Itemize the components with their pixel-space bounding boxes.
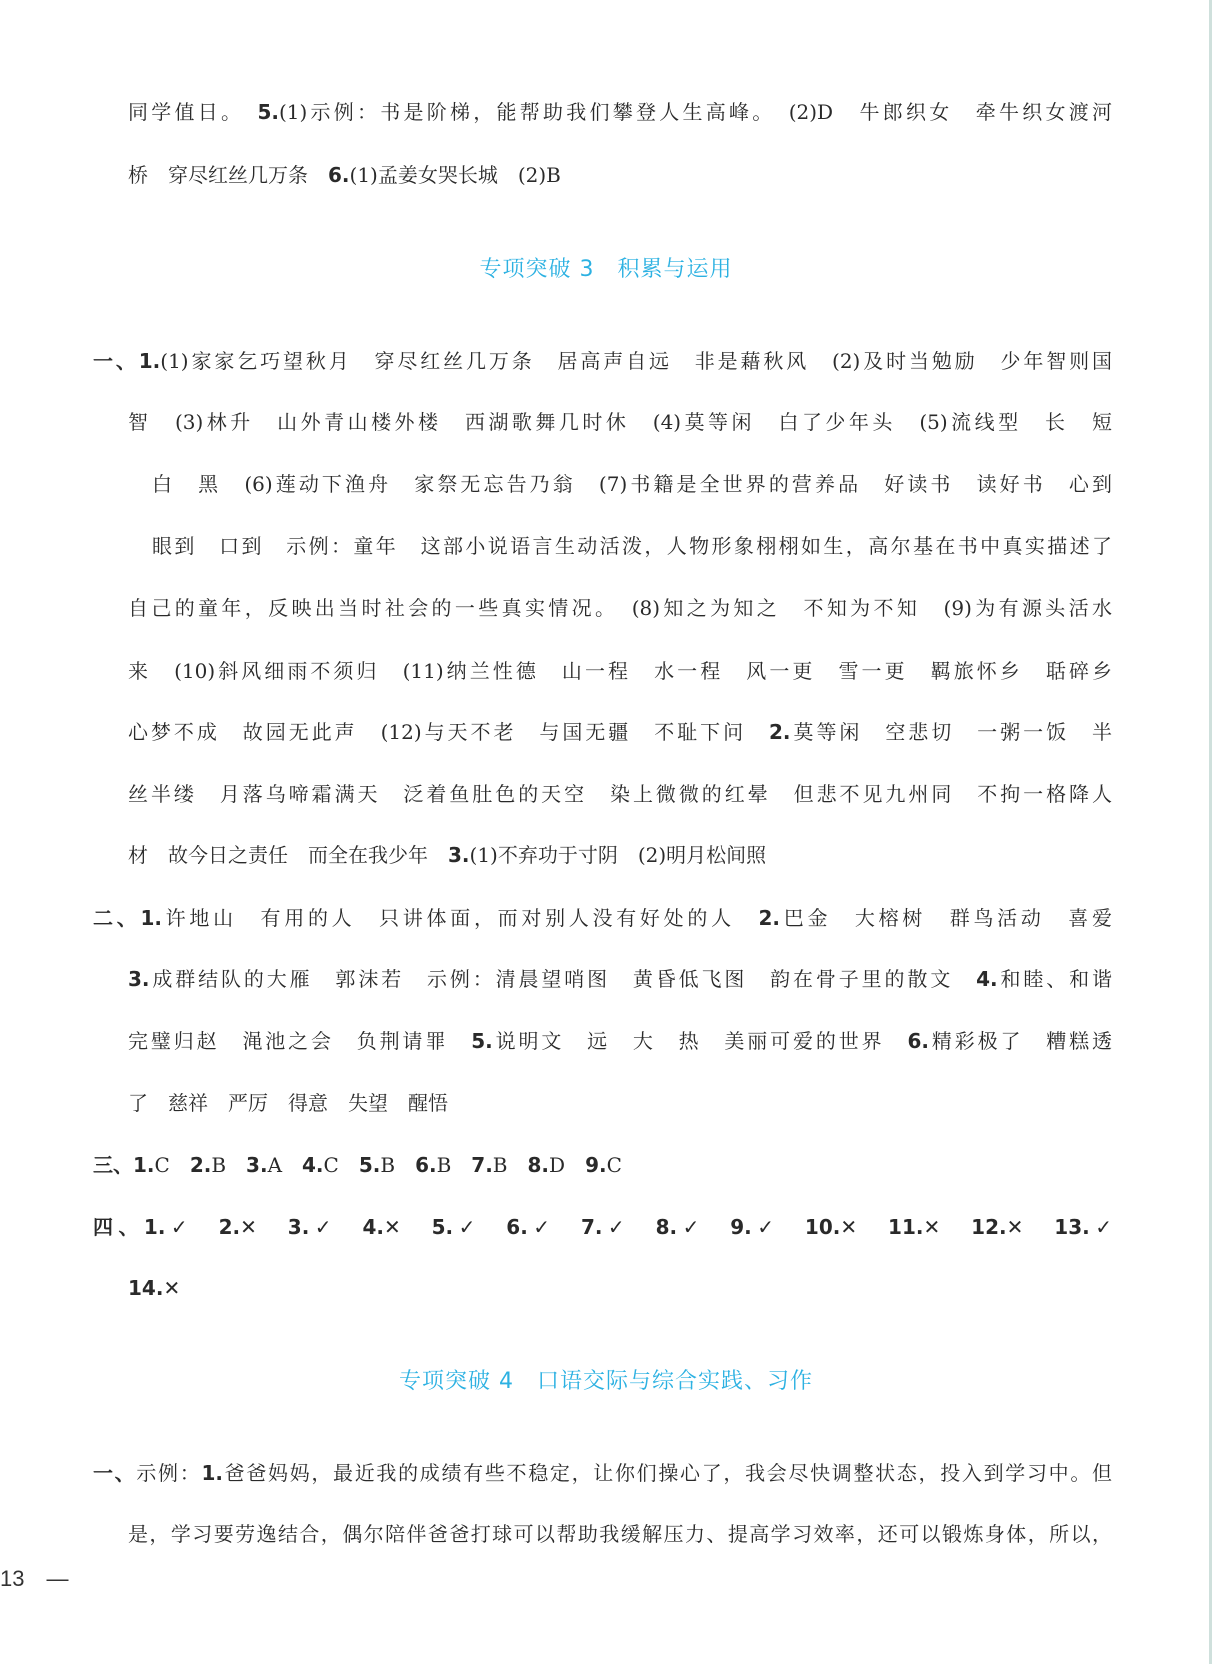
answer-line bbox=[93, 1459, 1112, 1487]
answer-text: 白 黑 (6)莲动下渔舟 家祭无忘告乃翁 (7)书籍是全世界的营养品 好读书 读好书 心到 bbox=[152, 472, 1112, 496]
answer-line bbox=[128, 965, 1112, 993]
answer-text: B bbox=[436, 1153, 472, 1177]
answer-text: C bbox=[323, 1153, 359, 1177]
answer-text: ✕ bbox=[383, 1215, 432, 1239]
item-number: 6. bbox=[328, 163, 350, 187]
answer-text: 丝半缕 月落乌啼霜满天 泛着鱼肚色的天空 染上微微的红晕 但悲不见九州同 不拘一格降人 bbox=[128, 782, 1112, 806]
item-number: 四、 bbox=[93, 1215, 144, 1239]
answer-text: 心梦不成 故园无此声 (12)与天不老 与国无疆 不耻下问 bbox=[128, 720, 770, 744]
item-number: 7. bbox=[580, 1215, 603, 1239]
item-number: 1. bbox=[133, 1153, 155, 1177]
page-number: 13 — bbox=[0, 1566, 69, 1591]
answer-text: 许地山 有用的人 只讲体面，而对别人没有好处的人 bbox=[161, 906, 759, 930]
answer-text: ✓ bbox=[602, 1215, 656, 1239]
answer-text: ✕ bbox=[1006, 1215, 1055, 1239]
item-number: 5. bbox=[358, 1153, 381, 1177]
answer-text: B bbox=[492, 1153, 528, 1177]
answer-line bbox=[152, 532, 1112, 560]
answer-line bbox=[152, 470, 1112, 498]
answer-line bbox=[93, 1213, 1112, 1241]
item-number: 一、 bbox=[93, 1461, 137, 1485]
item-number: 8. bbox=[527, 1153, 550, 1177]
item-number: 2. bbox=[189, 1153, 212, 1177]
answer-line bbox=[128, 1027, 1112, 1055]
item-number: 3. bbox=[448, 843, 470, 867]
item-number: 7. bbox=[471, 1153, 493, 1177]
answer-text: 示例： bbox=[136, 1461, 202, 1485]
answer-line bbox=[93, 347, 1112, 375]
answer-line bbox=[128, 1520, 1112, 1548]
answer-text: 桥 穿尽红丝几万条 bbox=[128, 163, 328, 187]
item-number: 一、 bbox=[93, 349, 139, 373]
item-number: 9. bbox=[730, 1215, 752, 1239]
item-number: 3. bbox=[128, 967, 150, 991]
item-number: 1. bbox=[201, 1461, 223, 1485]
answer-line bbox=[93, 904, 1112, 932]
answer-text: 自己的童年，反映出当时社会的一些真实情况。 (8)知之为知之 不知为不知 (9)为有源头活水 bbox=[128, 596, 1112, 620]
answer-text: 莫等闲 空悲切 一粥一饭 半 bbox=[790, 720, 1112, 744]
item-number: 1. bbox=[140, 906, 162, 930]
answer-text: B bbox=[211, 1153, 247, 1177]
answer-text: C bbox=[154, 1153, 190, 1177]
item-number: 8. bbox=[655, 1215, 678, 1239]
item-number: 5. bbox=[471, 1029, 493, 1053]
answer-text: (1)示例：书是阶梯，能帮助我们攀登人生高峰。 (2)D 牛郎织女 牵牛织女渡河 bbox=[278, 100, 1112, 124]
answer-line bbox=[128, 594, 1112, 622]
section-heading-3: 专项突破 3 积累与运用 bbox=[479, 257, 733, 282]
answer-line bbox=[128, 780, 1112, 808]
answer-text: ✓ bbox=[751, 1215, 805, 1239]
answer-text: ✓ bbox=[165, 1215, 219, 1239]
item-number: 13. bbox=[1054, 1215, 1090, 1239]
answer-text: 完璧归赵 渑池之会 负荆请罪 bbox=[128, 1029, 472, 1053]
answer-text: 了 慈祥 严厉 得意 失望 醒悟 bbox=[128, 1091, 448, 1115]
answer-line bbox=[93, 1151, 1112, 1179]
answer-text: 巴金 大榕树 群鸟活动 喜爱 bbox=[780, 906, 1113, 930]
answer-text: C bbox=[606, 1153, 622, 1177]
answer-text: 同学值日。 bbox=[128, 100, 258, 124]
answer-text: ✕ bbox=[923, 1215, 972, 1239]
answer-text: B bbox=[380, 1153, 416, 1177]
item-number: 11. bbox=[888, 1215, 924, 1239]
item-number: 4. bbox=[976, 967, 998, 991]
answer-line bbox=[128, 841, 1112, 869]
item-number: 5. bbox=[431, 1215, 454, 1239]
answer-text: ✕ bbox=[840, 1215, 889, 1239]
item-number: 10. bbox=[804, 1215, 841, 1239]
answer-text: ✓ bbox=[1089, 1215, 1112, 1239]
answer-line bbox=[128, 98, 1112, 126]
answer-line bbox=[128, 657, 1112, 685]
answer-text: 爸爸妈妈，最近我的成绩有些不稳定，让你们操心了，我会尽快调整状态，投入到学习中。但 bbox=[222, 1461, 1113, 1485]
item-number: 5. bbox=[257, 100, 279, 124]
item-number: 三、 bbox=[93, 1153, 133, 1177]
item-number: 4. bbox=[362, 1215, 384, 1239]
item-number: 12. bbox=[971, 1215, 1007, 1239]
answer-text: 来 (10)斜风细雨不须归 (11)纳兰性德 山一程 水一程 风一更 雪一更 羁旅怀乡 聒碎乡 bbox=[128, 659, 1112, 683]
answer-text: ✕ bbox=[163, 1276, 181, 1300]
answer-text: (1)不弃功于寸阴 (2)明月松间照 bbox=[469, 843, 767, 867]
item-number: 3. bbox=[287, 1215, 310, 1239]
answer-text: 成群结队的大雁 郭沫若 示例：清晨望哨图 黄昏低飞图 韵在骨子里的散文 bbox=[149, 967, 977, 991]
answer-text: D bbox=[549, 1153, 586, 1177]
answer-text: 说明文 远 大 热 美丽可爱的世界 bbox=[492, 1029, 908, 1053]
answer-text: ✓ bbox=[677, 1215, 731, 1239]
item-number: 4. bbox=[302, 1153, 324, 1177]
answer-text: 眼到 口到 示例：童年 这部小说语言生动活泼，人物形象栩栩如生，高尔基在书中真实描述了 bbox=[152, 534, 1112, 558]
item-number: 2. bbox=[769, 720, 791, 744]
answer-text: 材 故今日之责任 而全在我少年 bbox=[128, 843, 448, 867]
item-number: 6. bbox=[506, 1215, 528, 1239]
answer-line bbox=[128, 1274, 1112, 1302]
answer-line bbox=[128, 718, 1112, 746]
answer-text: (1)家家乞巧望秋月 穿尽红丝几万条 居高声自远 非是藉秋风 (2)及时当勉励 少年智则国 bbox=[160, 349, 1113, 373]
answer-text: (1)孟姜女哭长城 (2)B bbox=[349, 163, 561, 187]
answer-text: 是，学习要劳逸结合，偶尔陪伴爸爸打球可以帮助我缓解压力、提高学习效率，还可以锻炼身体，所以， bbox=[128, 1522, 1112, 1546]
answer-text: ✓ bbox=[453, 1215, 507, 1239]
item-number: 6. bbox=[907, 1029, 929, 1053]
answer-text: A bbox=[267, 1153, 303, 1177]
item-number: 6. bbox=[415, 1153, 437, 1177]
answer-line bbox=[128, 1089, 1112, 1117]
item-number: 二、 bbox=[93, 906, 141, 930]
answer-text: 和睦、和谐 bbox=[997, 967, 1113, 991]
item-number: 14. bbox=[128, 1276, 164, 1300]
answer-text: 智 (3)林升 山外青山楼外楼 西湖歌舞几时休 (4)莫等闲 白了少年头 (5)流线型 长 短 bbox=[128, 410, 1112, 434]
item-number: 9. bbox=[585, 1153, 607, 1177]
answer-text: ✓ bbox=[527, 1215, 581, 1239]
answer-text: ✓ bbox=[309, 1215, 363, 1239]
item-number: 2. bbox=[758, 906, 781, 930]
item-number: 3. bbox=[246, 1153, 268, 1177]
section-heading-4: 专项突破 4 口语交际与综合实践、习作 bbox=[399, 1369, 813, 1394]
item-number: 1. bbox=[138, 349, 161, 373]
answer-text: 精彩极了 糟糕透 bbox=[928, 1029, 1113, 1053]
item-number: 2. bbox=[218, 1215, 241, 1239]
item-number: 1. bbox=[143, 1215, 166, 1239]
answer-line bbox=[128, 408, 1112, 436]
answer-line bbox=[128, 161, 1112, 189]
answer-text: ✕ bbox=[240, 1215, 288, 1239]
